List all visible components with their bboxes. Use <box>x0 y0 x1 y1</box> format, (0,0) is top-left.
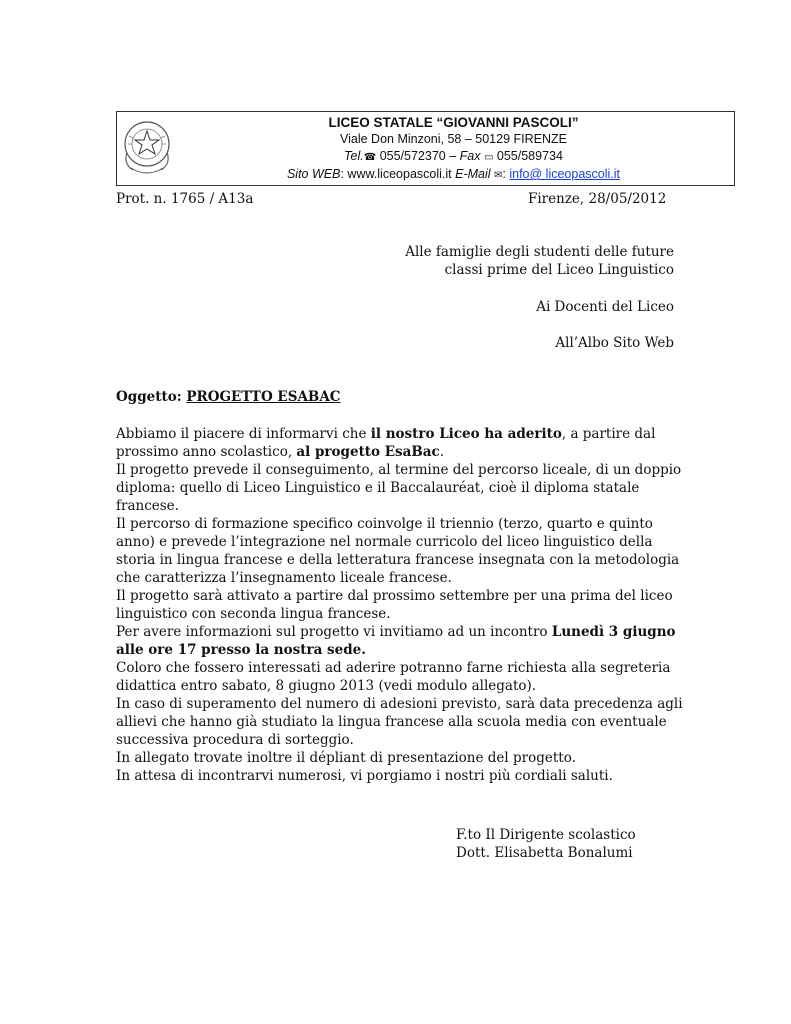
body-paragraph: In caso di superamento del numero di adesioni previsto, sarà data precedenza agli allievi che hanno già studiato la lingua francese alla scuola media con eventuale successiva procedura di sorteggio. <box>116 696 683 748</box>
body-bold: Lunedì 3 giugno alle ore 17 presso la nostra sede. <box>116 624 676 658</box>
letter-date: Firenze, 28/05/2012 <box>528 191 667 207</box>
tel-number: 055/572370 – <box>379 149 457 163</box>
recipient-line: Alle famiglie degli studenti delle future <box>405 244 674 260</box>
email-label: E-Mail <box>455 167 491 181</box>
fax-label: Fax <box>459 149 481 163</box>
protocol-number: Prot. n. 1765 / A13a <box>116 191 254 207</box>
italian-republic-emblem-icon <box>119 114 175 180</box>
body-paragraph: Il progetto sarà attivato a partire dal prossimo settembre per una prima del liceo linguistico con seconda lingua francese. <box>116 588 673 622</box>
phone-icon: ☎ <box>363 152 377 163</box>
recipients-block <box>405 243 674 279</box>
school-address: Viale Don Minzoni, 58 – 50129 FIRENZE <box>340 132 567 146</box>
body-text: . <box>439 444 445 460</box>
body-text: , a partire dal prossimo anno scolastico, <box>116 426 656 460</box>
body-text: Per avere informazioni sul progetto vi invitiamo ad un incontro <box>116 624 552 640</box>
letter-body <box>116 425 686 785</box>
body-paragraph <box>116 425 686 461</box>
body-bold: il nostro Liceo ha aderito <box>370 426 562 442</box>
letterhead <box>116 111 735 186</box>
body-paragraph: Il percorso di formazione specifico coinvolge il triennio (terzo, quarto e quinto anno) e prevede l’integrazione nel normale curricolo del liceo linguistico della storia in lingua francese e della letteratura francese insegnata con la metodologia che caratterizza l’insegnamento liceale francese. <box>116 516 680 586</box>
recipient-line: Ai Docenti del Liceo <box>536 299 674 315</box>
school-name: LICEO STATALE “GIOVANNI PASCOLI” <box>328 115 579 130</box>
contact-phone-fax <box>177 148 730 166</box>
body-paragraph: In allegato trovate inoltre il dépliant di presentazione del progetto. <box>116 750 576 766</box>
recipient-line: All’Albo Sito Web <box>555 335 674 351</box>
body-paragraph: In attesa di incontrarvi numerosi, vi porgiamo i nostri più cordiali saluti. <box>116 768 613 784</box>
signature-block <box>456 826 636 862</box>
subject-value: PROGETTO ESABAC <box>186 389 341 405</box>
signature-title: F.to Il Dirigente scolastico <box>456 827 636 843</box>
recipient-line: classi prime del Liceo Linguistico <box>444 262 674 278</box>
body-paragraph <box>116 623 686 659</box>
body-text: Abbiamo il piacere di informarvi che <box>116 426 371 442</box>
signature-name: Dott. Elisabetta Bonalumi <box>456 845 633 861</box>
letterhead-text <box>177 114 730 184</box>
tel-label: Tel. <box>344 149 364 163</box>
body-bold: al progetto EsaBac <box>296 444 440 460</box>
subject-line <box>116 388 341 406</box>
contact-web-email: Sito WEB: www.liceopascoli.it E-Mail ✉: info@ liceopascoli.it <box>286 167 621 181</box>
email-link[interactable]: info@ liceopascoli.it <box>509 167 621 181</box>
fax-number: 055/589734 <box>496 149 563 163</box>
body-paragraph: Coloro che fossero interessati ad aderire potranno farne richiesta alla segreteria didattica entro sabato, 8 giugno 2013 (vedi modulo allegato). <box>116 660 671 694</box>
web-value: : www.liceopascoli.it <box>340 167 452 181</box>
subject-label: Oggetto: <box>116 389 187 405</box>
web-label: Sito WEB <box>286 167 341 181</box>
body-paragraph: Il progetto prevede il conseguimento, al termine del percorso liceale, di un doppio diploma: quello di Liceo Linguistico e il Baccalauréat, cioè il diploma statale francese. <box>116 462 682 514</box>
envelope-icon: ✉ <box>494 170 503 181</box>
fax-icon: ▭ <box>483 152 494 163</box>
